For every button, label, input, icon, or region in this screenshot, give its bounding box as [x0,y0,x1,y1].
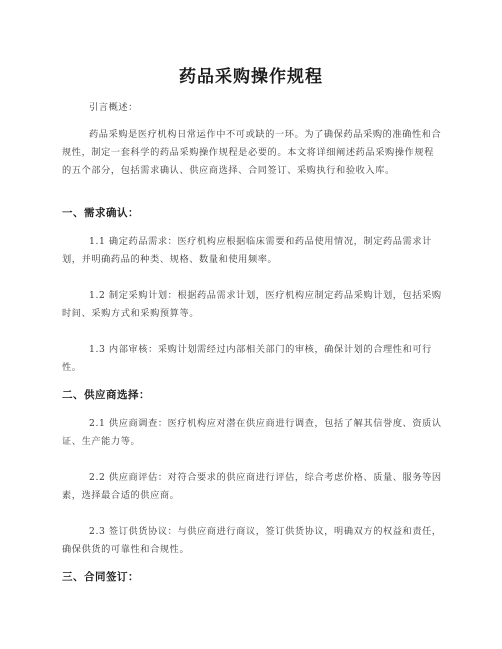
document-title: 药品采购操作规程 [179,67,323,87]
intro-paragraph: 药品采购是医疗机构日常运作中不可或缺的一环。为了确保药品采购的准确性和合规性，制定一套科学的药品采购操作规程是必要的。本文将详细阐述药品采购操作规程的五个部分，包括需求确认、供应商选择、合同签订、采购执行和验收入库。 [62,129,442,176]
section-2-item-3: 2.3 签订供货协议：与供应商进行商议，签订供货协议，明确双方的权益和责任，确保供货的可靠性和合规性。 [62,526,442,555]
section-2-item-2: 2.2 供应商评估：对符合要求的供应商进行评估，综合考虑价格、质量、服务等因素，选择最合适的供应商。 [62,472,442,501]
section-1-item-2: 1.2 制定采购计划：根据药品需求计划，医疗机构应制定药品采购计划，包括采购时间、采购方式和采购预算等。 [62,290,442,319]
intro-label: 引言概述： [89,102,138,113]
section-2-item-1: 2.1 供应商调查：医疗机构应对潜在供应商进行调查，包括了解其信誉度、资质认证、生产能力等。 [62,418,442,447]
section-1-item-3: 1.3 内部审核：采购计划需经过内部相关部门的审核，确保计划的合理性和可行性。 [62,344,432,373]
section-heading-contract: 三、合同签订： [62,571,139,583]
section-heading-supplier: 二、供应商选择： [62,389,150,401]
section-heading-demand: 一、需求确认： [62,207,139,219]
section-1-item-1: 1.1 确定药品需求：医疗机构应根据临床需要和药品使用情况，制定药品需求计划，并明确药品的种类、规格、数量和使用频率。 [62,236,432,265]
